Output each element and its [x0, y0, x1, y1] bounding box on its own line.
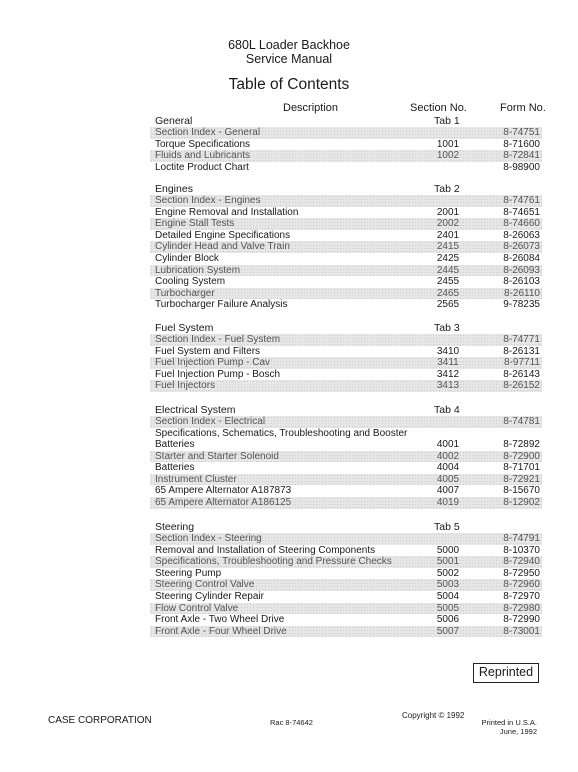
- row-description: Steering Pump: [155, 567, 222, 579]
- toc-row: [150, 276, 542, 288]
- toc-section-engines: [150, 183, 542, 311]
- row-form-number: 8-97711: [504, 357, 540, 369]
- row-form-number: 8-15670: [503, 485, 540, 497]
- toc-row: [150, 545, 542, 557]
- toc-row: [150, 614, 542, 626]
- row-section-number: 5001: [436, 556, 460, 568]
- row-form-number: 8-71600: [503, 138, 540, 150]
- section-heading: [150, 115, 542, 127]
- row-form-number: 8-74791: [503, 533, 540, 544]
- row-form-number: 8-26063: [503, 229, 540, 241]
- row-description: Specifications, Troubleshooting and Pressure Checks: [155, 556, 392, 568]
- row-section-number: 2401: [436, 229, 460, 241]
- section-tab: Tab 3: [434, 322, 460, 334]
- toc-row: [150, 428, 542, 451]
- row-section-number: 4004: [436, 462, 460, 474]
- row-section-number: 5002: [436, 567, 460, 579]
- toc-row: [150, 357, 542, 369]
- row-description: Fuel System and Filters: [155, 345, 261, 357]
- row-section-number: 5003: [436, 579, 460, 591]
- row-description: Steering Control Valve: [155, 579, 255, 591]
- toc-row: [150, 591, 542, 603]
- row-form-number: 8-74771: [503, 334, 540, 345]
- row-section-number: 4001: [436, 439, 460, 451]
- row-form-number: 8-26131: [503, 345, 540, 357]
- toc-row: [150, 218, 542, 230]
- row-description: Loctite Product Chart: [155, 161, 249, 173]
- section-tab: Tab 2: [434, 183, 460, 195]
- row-description: Front Axle - Two Wheel Drive: [155, 614, 285, 626]
- row-form-number: 8-72921: [503, 473, 540, 485]
- row-form-number: 8-72950: [503, 567, 540, 579]
- row-description: Fuel Injectors: [155, 380, 216, 392]
- toc-row: [150, 369, 542, 381]
- row-description: Fuel Injection Pump - Bosch: [155, 368, 281, 380]
- row-form-number: 9-78235: [503, 299, 540, 311]
- row-form-number: 8-72970: [503, 590, 540, 602]
- row-description: Fluids and Lubricants: [155, 150, 251, 162]
- toc-section-general: [150, 115, 542, 173]
- toc-row: [150, 603, 542, 615]
- row-form-number: 8-26152: [503, 380, 540, 392]
- row-form-number: 8-26103: [503, 276, 540, 288]
- row-form-number: 8-74660: [503, 218, 540, 230]
- row-description: Flow Control Valve: [155, 602, 239, 614]
- toc-row: [150, 462, 542, 474]
- row-description: Turbocharger: [155, 287, 215, 299]
- section-name: Engines: [155, 183, 193, 195]
- row-section-number: 3413: [436, 380, 460, 392]
- row-description: Engine Stall Tests: [155, 218, 235, 230]
- row-description: 65 Ampere Alternator A186125: [155, 496, 292, 508]
- footer-company: CASE CORPORATION: [48, 715, 152, 726]
- row-description: Front Axle - Four Wheel Drive: [155, 625, 287, 637]
- row-description: Turbocharger Failure Analysis: [155, 299, 288, 311]
- row-description: Cylinder Head and Valve Train: [155, 241, 290, 253]
- row-section-number: 2465: [436, 287, 460, 299]
- row-description: Torque Specifications: [155, 138, 251, 150]
- row-section-number: 1002: [436, 150, 460, 162]
- row-description: Cylinder Block: [155, 252, 219, 264]
- footer-printed-date: June, 1992: [499, 727, 537, 736]
- row-section-number: 4007: [436, 485, 460, 497]
- column-header-description: Description: [283, 102, 339, 114]
- row-section-number: 4002: [436, 450, 460, 462]
- row-form-number: 8-73001: [503, 625, 540, 637]
- row-form-number: 8-72990: [503, 614, 540, 626]
- row-section-number: 2002: [436, 218, 460, 230]
- row-section-number: 3412: [436, 368, 460, 380]
- toc-row: [150, 334, 542, 346]
- row-section-number: 2001: [436, 206, 460, 218]
- row-section-number: 5006: [436, 614, 460, 626]
- footer-copyright: Copyright © 1992: [402, 711, 465, 720]
- row-section-number: 5000: [436, 544, 460, 556]
- row-form-number: 8-72900: [503, 450, 540, 462]
- toc-row: [150, 195, 542, 207]
- row-section-number: 2565: [436, 299, 460, 311]
- row-section-number: 5007: [436, 625, 460, 637]
- row-description: Section Index - Electrical: [155, 416, 266, 427]
- row-description: Fuel Injection Pump - Cav: [155, 357, 271, 369]
- toc-row: [150, 162, 542, 174]
- row-form-number: 8-72960: [503, 579, 540, 591]
- section-name: Steering: [155, 521, 195, 533]
- toc-section-fuel-system: [150, 322, 542, 392]
- row-form-number: 8-72892: [503, 439, 540, 451]
- row-description: Engine Removal and Installation: [155, 206, 299, 218]
- row-section-number: 1001: [436, 138, 460, 150]
- toc-row: [150, 346, 542, 358]
- section-name: Electrical System: [155, 404, 236, 416]
- manual-subtitle: Service Manual: [245, 52, 333, 66]
- row-description: Batteries: [155, 462, 195, 474]
- row-description: Steering Cylinder Repair: [155, 590, 264, 602]
- toc-row: [150, 380, 542, 392]
- row-form-number: 8-72841: [503, 150, 540, 162]
- row-description: Cooling System: [155, 276, 226, 288]
- row-section-number: 2455: [436, 276, 460, 288]
- page-title: Table of Contents: [228, 76, 350, 93]
- toc-row: [150, 207, 542, 219]
- toc-section-steering: [150, 521, 542, 637]
- row-form-number: 8-26073: [503, 241, 540, 253]
- row-description: Lubrication System: [155, 264, 241, 276]
- toc-row: [150, 265, 542, 277]
- section-name: General: [155, 115, 193, 127]
- row-description: Section Index - Fuel System: [155, 334, 281, 345]
- toc-row: [150, 556, 542, 568]
- row-description: Starter and Starter Solenoid: [155, 450, 279, 462]
- section-heading: [150, 521, 542, 533]
- toc-row: [150, 150, 542, 162]
- row-section-number: 2415: [436, 241, 460, 253]
- row-description: Detailed Engine Specifications: [155, 229, 291, 241]
- toc-row: [150, 416, 542, 428]
- section-heading: [150, 404, 542, 416]
- row-description: 65 Ampere Alternator A187873: [155, 485, 292, 497]
- toc-row: [150, 579, 542, 591]
- row-description: Specifications, Schematics, Troubleshooting and Booster Batteries: [155, 427, 408, 451]
- toc-row: [150, 241, 542, 253]
- toc-row: [150, 568, 542, 580]
- section-name: Fuel System: [155, 322, 214, 334]
- section-tab: Tab 1: [434, 115, 460, 127]
- toc-row: [150, 139, 542, 151]
- footer-rac-number: Rac 8-74642: [270, 718, 313, 727]
- row-description: Instrument Cluster: [155, 473, 237, 485]
- row-section-number: 4005: [436, 473, 460, 485]
- toc-row: [150, 288, 542, 300]
- toc-row: [150, 626, 542, 638]
- row-description: Section Index - General: [155, 127, 261, 138]
- footer-printed-location: Printed in U.S.A.: [481, 718, 537, 727]
- row-form-number: 8-26084: [503, 252, 540, 264]
- toc-row: [150, 451, 542, 463]
- toc-row: [150, 497, 542, 509]
- toc-row: [150, 127, 542, 139]
- row-section-number: 5004: [436, 590, 460, 602]
- section-heading: [150, 183, 542, 195]
- row-description: Section Index - Engines: [155, 195, 261, 206]
- row-form-number: 8-26110: [504, 287, 540, 299]
- footer-printed: [481, 718, 537, 736]
- section-tab: Tab 5: [434, 521, 460, 533]
- row-section-number: 5005: [436, 602, 460, 614]
- toc-row: [150, 533, 542, 545]
- row-form-number: 8-72980: [503, 602, 540, 614]
- row-form-number: 8-74651: [503, 206, 540, 218]
- row-form-number: 8-74751: [503, 127, 540, 138]
- row-form-number: 8-26093: [503, 264, 540, 276]
- section-heading: [150, 322, 542, 334]
- section-tab: Tab 4: [434, 404, 460, 416]
- row-form-number: 8-74761: [503, 195, 540, 206]
- row-form-number: 8-12902: [503, 496, 540, 508]
- row-description: Removal and Installation of Steering Components: [155, 544, 376, 556]
- toc-row: [150, 485, 542, 497]
- row-section-number: 3410: [436, 345, 460, 357]
- toc-row: [150, 474, 542, 486]
- row-section-number: 2445: [436, 264, 460, 276]
- reprinted-stamp: Reprinted: [473, 663, 539, 683]
- toc-row: [150, 253, 542, 265]
- row-form-number: 8-10370: [503, 544, 540, 556]
- toc-section-electrical-system: [150, 404, 542, 509]
- row-form-number: 8-71701: [503, 462, 540, 474]
- row-section-number: 4019: [436, 496, 460, 508]
- toc-row: [150, 299, 542, 311]
- column-header-section: Section No.: [410, 102, 467, 114]
- row-description: Section Index - Steering: [155, 533, 262, 544]
- toc-row: [150, 230, 542, 242]
- column-header-form: Form No.: [500, 102, 546, 114]
- row-form-number: 8-26143: [503, 368, 540, 380]
- row-form-number: 8-98900: [503, 161, 540, 173]
- row-form-number: 8-74781: [503, 416, 540, 427]
- row-section-number: 3411: [437, 357, 459, 369]
- row-form-number: 8-72940: [503, 556, 540, 568]
- manual-title: 680L Loader Backhoe: [228, 38, 350, 52]
- row-section-number: 2425: [436, 252, 460, 264]
